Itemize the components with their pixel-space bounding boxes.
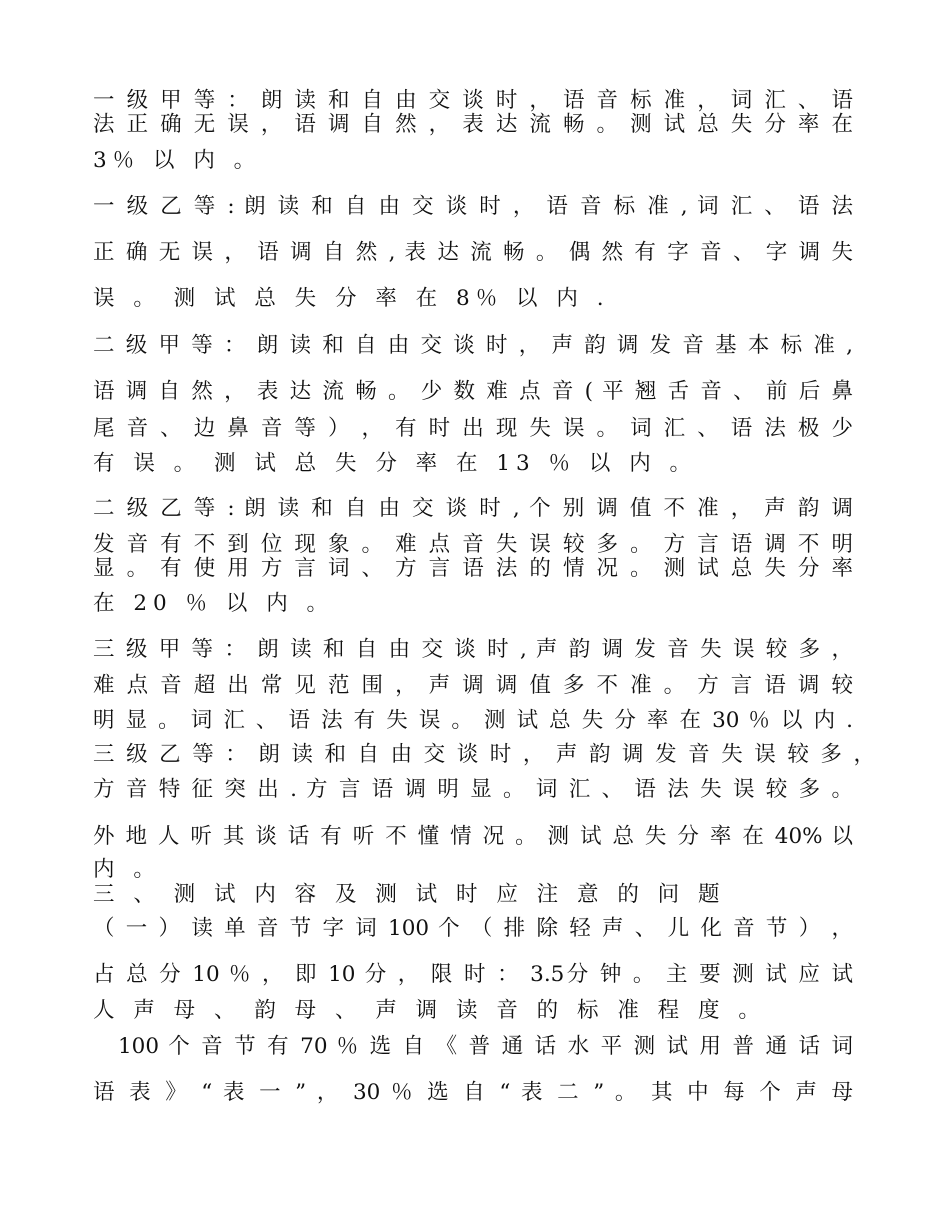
text-line: 三 级 甲 等 ： 朗 读 和 自 由 交 谈 时 , 声 韵 调 发 音 失 误 较 多 ，	[93, 637, 853, 662]
text-line: 3％ 以 内 。	[93, 148, 262, 173]
text-line: 有 误 。 测 试 总 失 分 率 在 13 ％ 以 内 。	[93, 451, 698, 476]
text-line: 语 调 自 然 ， 表 达 流 畅 。 少 数 难 点 音 ( 平 翘 舌 音 、 前 后 鼻	[93, 379, 853, 404]
text-line: 二 级 乙 等 : 朗 读 和 自 由 交 谈 时 , 个 别 调 值 不 准 ， 声 韵 调	[93, 496, 853, 521]
text-line: 难 点 音 超 出 常 见 范 围 ， 声 调 调 值 多 不 准 。 方 言 语 调 较	[93, 673, 853, 698]
text-line: 发 音 有 不 到 位 现 象 。 难 点 音 失 误 较 多 。 方 言 语 调 不 明	[93, 532, 853, 557]
text-line: 明 显 。 词 汇 、 语 法 有 失 误 。 测 试 总 失 分 率 在 30 ％ 以 内 .	[93, 708, 853, 733]
text-line: 二 级 甲 等 ： 朗 读 和 自 由 交 谈 时 ， 声 韵 调 发 音 基 本 标 准 ,	[93, 333, 853, 358]
text-line: 方 音 特 征 突 出 . 方 言 语 调 明 显 。 词 汇 、 语 法 失 误 较 多 。	[93, 777, 853, 802]
text-line: 法 正 确 无 误 ， 语 调 自 然 ， 表 达 流 畅 。 测 试 总 失 分 率 在	[93, 112, 853, 137]
text-line: 外 地 人 听 其 谈 话 有 听 不 懂 情 况 。 测 试 总 失 分 率 在 40% 以	[93, 824, 853, 849]
text-line: 三 级 乙 等 ： 朗 读 和 自 由 交 谈 时 ， 声 韵 调 发 音 失 误 较 多 ，	[93, 742, 875, 767]
text-line: （ 一 ） 读 单 音 节 字 词 100 个 （ 排 除 轻 声 、 儿 化 音 节 ） ，	[93, 916, 853, 941]
section-heading: 三 、 测 试 内 容 及 测 试 时 应 注 意 的 问 题	[93, 882, 726, 907]
text-line: 误 。 测 试 总 失 分 率 在 8％ 以 内 .	[93, 286, 610, 311]
text-line: 在 20 ％ 以 内 。	[93, 591, 335, 616]
text-line: 占 总 分 10 ％ ， 即 10 分 ， 限 时 ： 3.5分 钟 。 主 要 测 试 应 试	[93, 962, 853, 987]
text-line: 语 表 》 “ 表 一 ” ， 30 ％ 选 自 “ 表 二 ” 。 其 中 每 个 声 母	[93, 1080, 853, 1105]
text-line: 正 确 无 误 ， 语 调 自 然 , 表 达 流 畅 。 偶 然 有 字 音 、 字 调 失	[93, 240, 853, 265]
text-line: 100 个 音 节 有 70 ％ 选 自 《 普 通 话 水 平 测 试 用 普 通 话 词	[118, 1034, 853, 1059]
text-line: 一 级 乙 等 : 朗 读 和 自 由 交 谈 时 ， 语 音 标 准 , 词 汇 、 语 法	[93, 194, 853, 219]
text-line: 显 。 有 使 用 方 言 词 、 方 言 语 法 的 情 况 。 测 试 总 失 分 率	[93, 556, 853, 581]
text-line: 一 级 甲 等 ： 朗 读 和 自 由 交 谈 时 ， 语 音 标 准 ， 词 汇 、 语	[93, 88, 853, 113]
text-line: 人 声 母 、 韵 母 、 声 调 读 音 的 标 准 程 度 。	[93, 998, 766, 1023]
text-line: 尾 音 、 边 鼻 音 等 ） ， 有 时 出 现 失 误 。 词 汇 、 语 法 极 少	[93, 416, 853, 441]
text-line: 内 。	[93, 857, 161, 882]
